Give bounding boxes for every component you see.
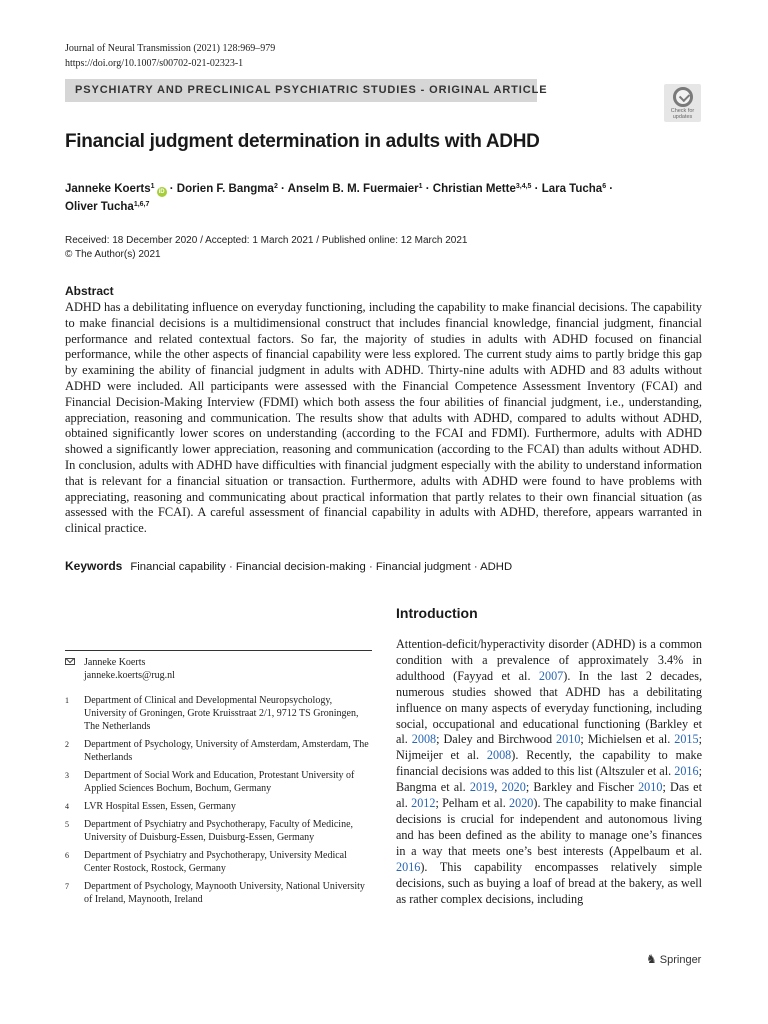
author-affiliation: 2 bbox=[273, 183, 278, 190]
reference-link[interactable]: 2010 bbox=[556, 732, 581, 747]
intro-text-run: ; Nijmeijer et al. bbox=[396, 732, 702, 763]
copyright-notice: © The Author(s) 2021 bbox=[65, 249, 161, 260]
affiliation-text: Department of Psychology, University of Amsterdam, Amsterdam, The Netherlands bbox=[84, 739, 369, 763]
correspondence-email[interactable]: janneke.koerts@rug.nl bbox=[84, 670, 175, 681]
author-name[interactable]: Anselm B. M. Fuermaier bbox=[287, 183, 419, 195]
keywords bbox=[65, 559, 705, 574]
check-updates-label: Check for updates bbox=[670, 108, 695, 120]
introduction-text bbox=[396, 637, 702, 907]
affiliation-item bbox=[65, 694, 372, 733]
reference-link[interactable]: 2020 bbox=[509, 796, 534, 811]
affiliation-text: Department of Social Work and Education, Protestant University of Applied Sciences Bochum, Bochum, Germany bbox=[84, 770, 355, 794]
article-title: Financial judgment determination in adults with ADHD bbox=[65, 131, 540, 152]
affiliation-number: 7 bbox=[65, 882, 69, 891]
footnotes bbox=[65, 656, 372, 911]
publisher-logo bbox=[646, 952, 701, 966]
author-affiliation: 1 bbox=[150, 183, 155, 190]
reference-link[interactable]: 2020 bbox=[501, 780, 526, 795]
intro-text-run: ). The capability to make financial decisions is crucial for independent and autonomous living and has been defined as the ability to manage one’s finances in a way that meets one’s best interests (Appelbaum et al. bbox=[396, 796, 702, 858]
author-affiliation: 1 bbox=[418, 183, 423, 190]
affiliation-number: 3 bbox=[65, 771, 69, 780]
author-name[interactable]: Lara Tucha bbox=[541, 183, 603, 195]
check-updates-icon bbox=[673, 87, 693, 107]
springer-horse-icon: ♞ bbox=[646, 952, 657, 966]
publisher-name: Springer bbox=[659, 954, 702, 966]
journal-citation: Journal of Neural Transmission (2021) 128:969–979 bbox=[65, 43, 276, 54]
reference-link[interactable]: 2012 bbox=[411, 796, 436, 811]
affiliation-item bbox=[65, 849, 372, 875]
intro-text-run: Attention-deficit/hyperactivity disorder (ADHD) is a common condition with a prevalence of approximately 3.4% in adulthood (Fayyad et al. bbox=[396, 637, 702, 683]
intro-text-run: ; Bangma et al. bbox=[396, 764, 702, 795]
author-name[interactable]: Janneke Koerts bbox=[65, 183, 151, 195]
date-history: Received: 18 December 2020 / Accepted: 1 March 2021 / Published online: 12 March 2021 bbox=[65, 235, 468, 246]
reference-link[interactable]: 2016 bbox=[396, 859, 421, 874]
intro-text-run: ). Recently, the capability to make financial decisions was added to this list (Altszuler et al. bbox=[396, 748, 702, 779]
affiliation-number: 4 bbox=[65, 802, 69, 811]
envelope-icon bbox=[65, 658, 75, 665]
affiliation-number: 2 bbox=[65, 740, 69, 749]
affiliation-text: LVR Hospital Essen, Essen, Germany bbox=[84, 801, 236, 812]
intro-text-run: ; Daley and Birchwood bbox=[436, 732, 557, 747]
reference-link[interactable]: 2008 bbox=[486, 748, 512, 763]
intro-text-run: ; Michielsen et al. bbox=[580, 732, 675, 747]
reference-link[interactable]: 2019 bbox=[469, 780, 495, 795]
orcid-icon[interactable]: iD bbox=[158, 189, 165, 195]
affiliation-number: 6 bbox=[65, 851, 69, 860]
correspondence-name: Janneke Koerts bbox=[84, 657, 146, 668]
affiliation-number: 1 bbox=[65, 696, 69, 705]
reference-link[interactable]: 2016 bbox=[674, 764, 699, 779]
keywords-label: Keywords bbox=[65, 559, 123, 573]
reference-link[interactable]: 2010 bbox=[638, 780, 663, 795]
affiliation-list bbox=[65, 694, 372, 906]
abstract-heading: Abstract bbox=[65, 284, 114, 298]
keywords-list: Financial capability · Financial decision-making · Financial judgment · ADHD bbox=[130, 561, 513, 573]
author-affiliation: 3,4,5 bbox=[515, 183, 532, 190]
intro-text-run: ). In the last 2 decades, numerous studies showed that ADHD has a debilitating influence on many aspects of everyday functioning, including social, occupational and educational functioning (Barkley et al. bbox=[396, 668, 702, 747]
intro-text-run: ). This capability encompasses relatively simple decisions, such as buying a loaf of bread at the bakery, as well as rather complex decisions, including bbox=[396, 859, 702, 906]
author-list: Janneke Koerts$^1$iD · Dorien F. Bangma$^2$ · Anselm B. M. Fuermaier$^1$ · Christian Mette$^{3,4,5}$ · Lara Tucha$^6$ · Oliver Tucha$^{1,6,7}$ bbox=[65, 183, 614, 213]
author-name[interactable]: Oliver Tucha bbox=[65, 201, 134, 213]
author-name[interactable]: Christian Mette bbox=[432, 183, 516, 195]
author-name[interactable]: Dorien F. Bangma bbox=[176, 183, 274, 195]
publication-dates bbox=[65, 234, 467, 262]
intro-text-run: ; Pelham et al. bbox=[435, 796, 510, 811]
check-for-updates-badge[interactable] bbox=[664, 84, 701, 122]
reference-link[interactable]: 2015 bbox=[674, 732, 699, 747]
affiliation-item bbox=[65, 769, 372, 795]
introduction-heading: Introduction bbox=[396, 605, 478, 621]
author-affiliation: 1,6,7 bbox=[133, 201, 150, 208]
journal-header bbox=[65, 41, 275, 71]
affiliation-text: Department of Psychiatry and Psychotherapy, Faculty of Medicine, University of Duisburg-Essen, Duisburg-Essen, Germany bbox=[84, 819, 354, 843]
reference-link[interactable]: 2007 bbox=[538, 668, 564, 683]
intro-text-run: ; Barkley and Fischer bbox=[525, 780, 639, 795]
intro-text-run: , bbox=[494, 780, 502, 795]
affiliation-item bbox=[65, 880, 372, 906]
intro-text-run: ; Das et al. bbox=[396, 780, 702, 811]
affiliation-item bbox=[65, 818, 372, 844]
affiliation-item bbox=[65, 800, 372, 813]
section-banner: PSYCHIATRY AND PRECLINICAL PSYCHIATRIC STUDIES - ORIGINAL ARTICLE bbox=[65, 79, 537, 102]
doi-link[interactable]: https://doi.org/10.1007/s00702-021-02323-1 bbox=[65, 58, 244, 69]
affiliation-text: Department of Psychiatry and Psychotherapy, University Medical Center Rostock, Rostock, Germany bbox=[84, 850, 347, 874]
affiliation-text: Department of Clinical and Developmental Neuropsychology, University of Groningen, Grote Kruisstraat 2/1, 9712 TS Groningen, The Netherlands bbox=[84, 695, 359, 732]
correspondence-note bbox=[65, 656, 372, 682]
footnote-divider bbox=[65, 650, 372, 651]
abstract-text: ADHD has a debilitating influence on everyday functioning, including the capability to make financial decisions. The capability to make financial decisions is a multidimensional construct that includes financial knowledge, financial judgment, financial performance and related contextual factors. So far, the majority of studies in adults with ADHD focused on financial performance, while the other aspects of financial capability were less explored. The current study aims to partly bridge this gap by examining the ability of financial judgment in adults with ADHD. Thirty-nine adults with ADHD and 83 adults without ADHD were included. All participants were assessed with the Financial Competence Assessment Inventory (FCAI) and Financial Decision-Making Interview (FDMI) which both assess the four abilities of financial judgment, i.e., understanding, appreciation, reasoning and communication. The results show that adults with ADHD, compared to adults without ADHD, obtained significantly lower scores on understanding (according to the FCAI and FDMI). Furthermore, adults with ADHD showed a significantly lower appreciation, reasoning and communication (according to the FCAI) than adults without ADHD. In conclusion, adults with ADHD have difficulties with financial judgment especially with the ability to understand information that is relevant for a financial situation or transaction. Furthermore, adults with ADHD were found to have problems with appreciating, reasoning and communicating about practical information that partly relates to their own financial situation (as assessed with the FCAI). A careful assessment of financial capability in adults with ADHD, therefore, appears warranted in clinical practice. bbox=[65, 300, 702, 536]
reference-link[interactable]: 2008 bbox=[411, 732, 437, 747]
affiliation-item bbox=[65, 738, 372, 764]
affiliation-number: 5 bbox=[65, 820, 69, 829]
affiliation-text: Department of Psychology, Maynooth University, National University of Ireland, Maynooth, Ireland bbox=[84, 881, 365, 905]
author-affiliation: 6 bbox=[602, 183, 607, 190]
